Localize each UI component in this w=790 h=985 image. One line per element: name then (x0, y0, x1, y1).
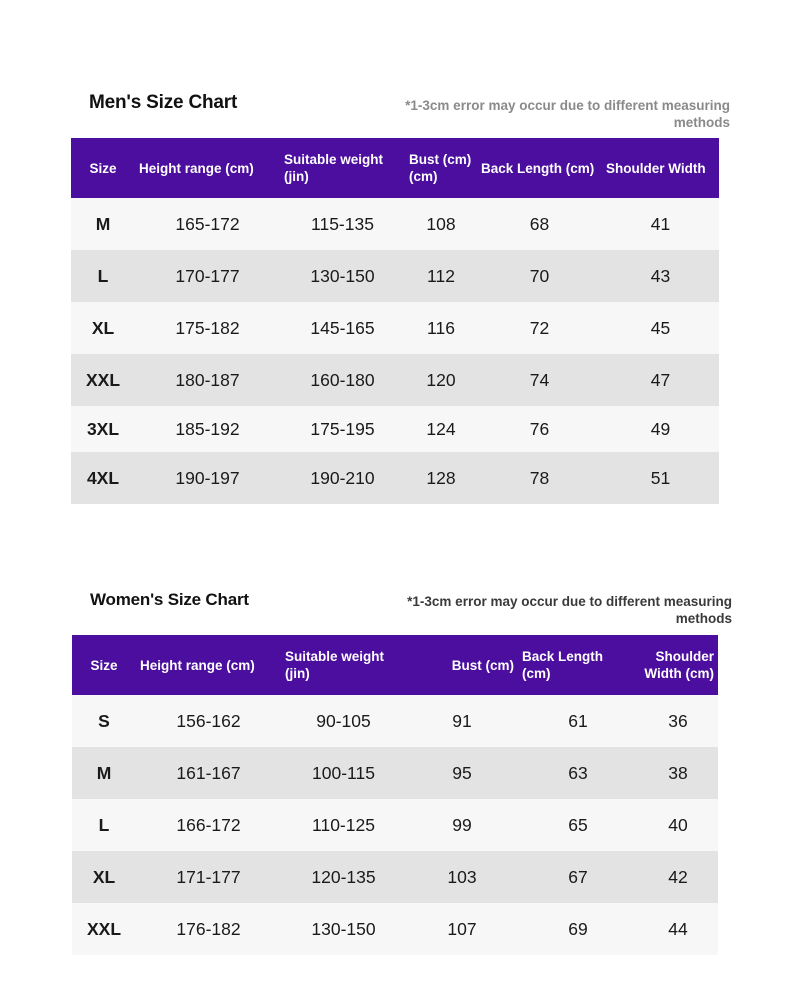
table-row (71, 406, 719, 452)
table-row (71, 198, 719, 250)
height-cell: 166-172 (136, 799, 281, 851)
bust-cell: 124 (405, 406, 477, 452)
bust-cell: 91 (406, 695, 518, 747)
height-cell: 156-162 (136, 695, 281, 747)
table-row (71, 452, 719, 504)
bust-cell: 112 (405, 250, 477, 302)
weight-cell: 100-115 (281, 747, 406, 799)
mens-header-shoulder: Shoulder Width (602, 138, 719, 198)
height-cell: 171-177 (136, 851, 281, 903)
mens-size-table (71, 138, 719, 504)
bust-cell: 107 (406, 903, 518, 955)
womens-header-weight: Suitable weight (jin) (281, 635, 406, 695)
height-cell: 176-182 (136, 903, 281, 955)
table-row (72, 799, 718, 851)
mens-header-size: Size (71, 138, 135, 198)
womens-header-bust: Bust (cm) (406, 635, 518, 695)
size-cell: M (72, 747, 136, 799)
weight-cell: 190-210 (280, 452, 405, 504)
weight-cell: 175-195 (280, 406, 405, 452)
bust-cell: 103 (406, 851, 518, 903)
back-length-cell: 70 (477, 250, 602, 302)
weight-cell: 145-165 (280, 302, 405, 354)
shoulder-cell: 43 (602, 250, 719, 302)
back-length-cell: 68 (477, 198, 602, 250)
height-cell: 175-182 (135, 302, 280, 354)
back-length-cell: 63 (518, 747, 638, 799)
bust-cell: 120 (405, 354, 477, 406)
back-length-cell: 72 (477, 302, 602, 354)
womens-error-note-line1: *1-3cm error may occur due to different measuring (407, 594, 732, 609)
back-length-cell: 76 (477, 406, 602, 452)
shoulder-cell: 41 (602, 198, 719, 250)
womens-header-shoulder: Shoulder Width (cm) (638, 635, 718, 695)
mens-error-note-line1: *1-3cm error may occur due to different measuring (405, 98, 730, 113)
height-cell: 190-197 (135, 452, 280, 504)
size-cell: 4XL (71, 452, 135, 504)
weight-cell: 90-105 (281, 695, 406, 747)
womens-error-note (362, 593, 732, 627)
weight-cell: 130-150 (281, 903, 406, 955)
shoulder-cell: 38 (638, 747, 718, 799)
height-cell: 170-177 (135, 250, 280, 302)
bust-cell: 128 (405, 452, 477, 504)
womens-header-row (72, 635, 718, 695)
height-cell: 180-187 (135, 354, 280, 406)
size-cell: XXL (72, 903, 136, 955)
womens-error-note-line2: methods (675, 611, 732, 626)
size-cell: 3XL (71, 406, 135, 452)
weight-cell: 115-135 (280, 198, 405, 250)
bust-cell: 108 (405, 198, 477, 250)
size-cell: L (71, 250, 135, 302)
size-cell: M (71, 198, 135, 250)
womens-header-size: Size (72, 635, 136, 695)
back-length-cell: 78 (477, 452, 602, 504)
womens-header-height: Height range (cm) (136, 635, 281, 695)
shoulder-cell: 47 (602, 354, 719, 406)
height-cell: 161-167 (136, 747, 281, 799)
shoulder-cell: 45 (602, 302, 719, 354)
shoulder-cell: 42 (638, 851, 718, 903)
womens-header-back-length: Back Length (cm) (518, 635, 638, 695)
bust-cell: 116 (405, 302, 477, 354)
mens-header-weight: Suitable weight (jin) (280, 138, 405, 198)
size-cell: XL (71, 302, 135, 354)
table-row (71, 250, 719, 302)
size-cell: L (72, 799, 136, 851)
table-row (71, 354, 719, 406)
mens-header-height: Height range (cm) (135, 138, 280, 198)
size-cell: S (72, 695, 136, 747)
back-length-cell: 65 (518, 799, 638, 851)
table-row (71, 302, 719, 354)
shoulder-cell: 49 (602, 406, 719, 452)
back-length-cell: 69 (518, 903, 638, 955)
weight-cell: 160-180 (280, 354, 405, 406)
mens-error-note (360, 97, 730, 131)
table-row (72, 903, 718, 955)
size-cell: XL (72, 851, 136, 903)
mens-chart-title: Men's Size Chart (89, 92, 238, 113)
table-row (72, 851, 718, 903)
mens-error-note-line2: methods (673, 115, 730, 130)
table-row (72, 747, 718, 799)
shoulder-cell: 36 (638, 695, 718, 747)
bust-cell: 99 (406, 799, 518, 851)
weight-cell: 130-150 (280, 250, 405, 302)
mens-header-row (71, 138, 719, 198)
shoulder-cell: 51 (602, 452, 719, 504)
shoulder-cell: 44 (638, 903, 718, 955)
womens-chart-title: Women's Size Chart (90, 590, 249, 609)
size-cell: XXL (71, 354, 135, 406)
weight-cell: 110-125 (281, 799, 406, 851)
height-cell: 185-192 (135, 406, 280, 452)
shoulder-cell: 40 (638, 799, 718, 851)
womens-size-table (72, 635, 718, 955)
weight-cell: 120-135 (281, 851, 406, 903)
mens-header-bust: Bust (cm) (cm) (405, 138, 477, 198)
back-length-cell: 74 (477, 354, 602, 406)
table-row (72, 695, 718, 747)
height-cell: 165-172 (135, 198, 280, 250)
bust-cell: 95 (406, 747, 518, 799)
back-length-cell: 67 (518, 851, 638, 903)
back-length-cell: 61 (518, 695, 638, 747)
mens-header-back-length: Back Length (cm) (477, 138, 602, 198)
